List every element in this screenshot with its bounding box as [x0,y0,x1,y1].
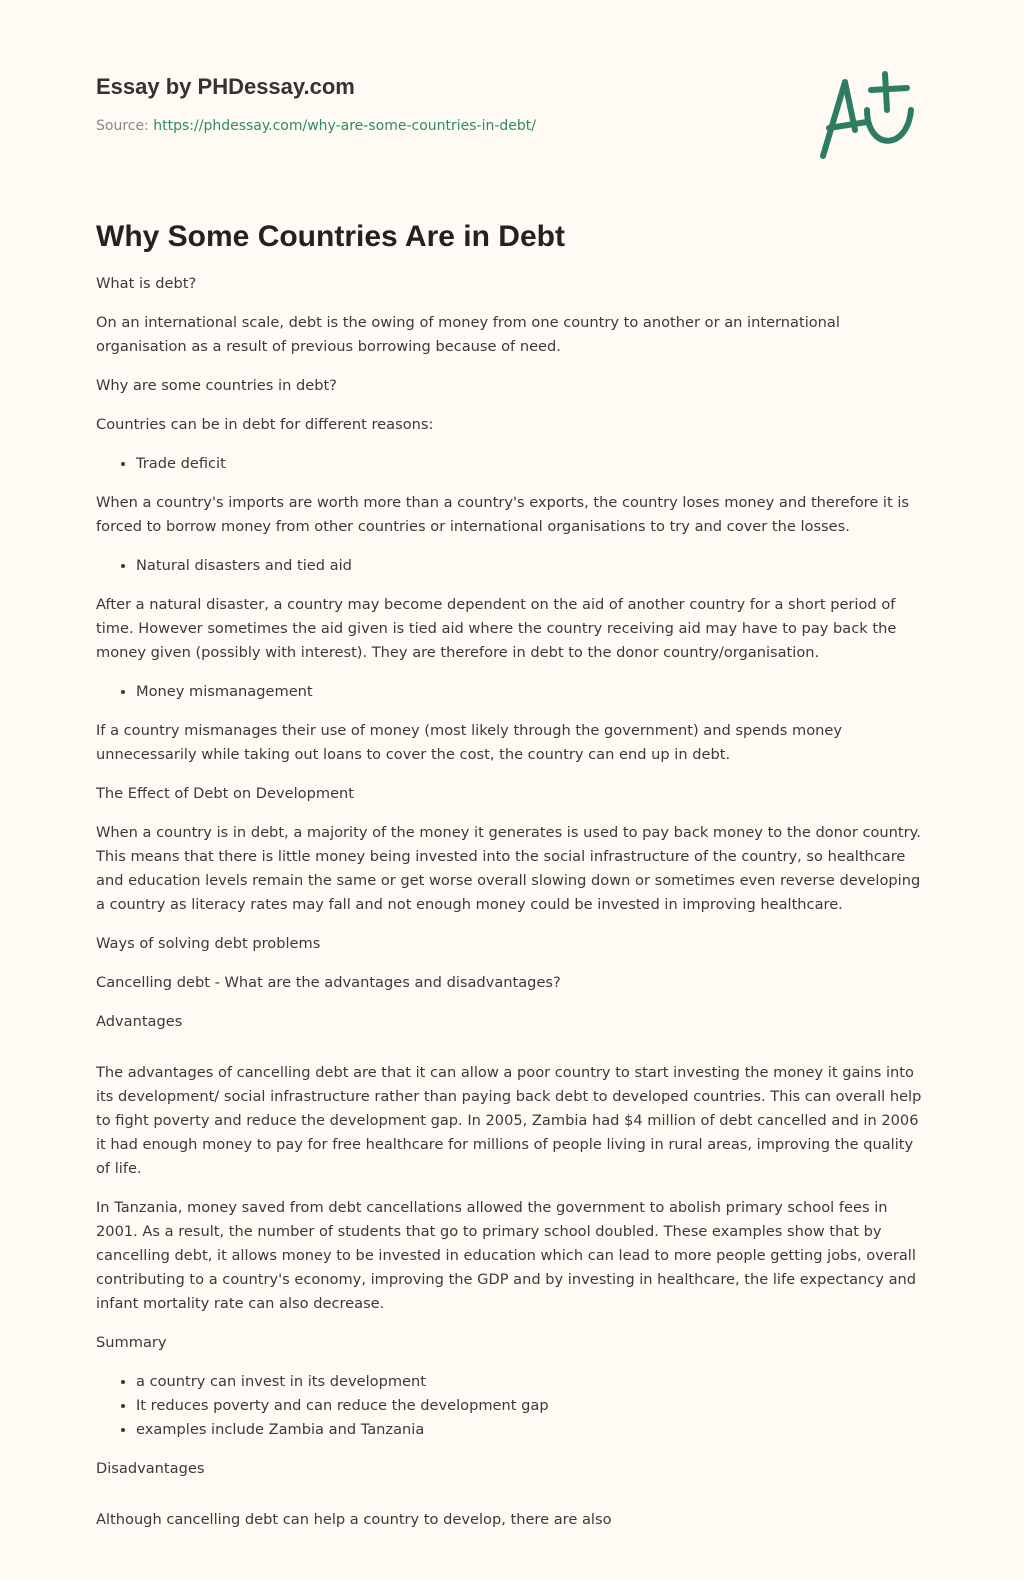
source-line [96,118,928,134]
paragraph: Why are some countries in debt? [96,377,337,394]
paragraph: On an international scale, debt is the owing of money from one country to another or an international organisation as a result of previous borrowing because of need. [96,314,840,355]
list-item: • Natural disasters and tied aid [136,554,928,578]
paragraph: Disadvantages [96,1460,205,1477]
list-item: • It reduces poverty and can reduce the development gap [136,1394,928,1418]
paragraph: After a natural disaster, a country may become dependent on the aid of another country for a short period of time. However sometimes the aid given is tied aid where the country receiving aid may have to pay back the money given (possibly with interest). They are therefore in debt to the donor country/organisation. [96,596,897,661]
list-item: • a country can invest in its development [136,1370,928,1394]
paragraph: The Effect of Debt on Development [96,785,355,802]
bullet-list [96,680,928,704]
article-body [96,272,928,1532]
paragraph: Summary [96,1334,167,1351]
paragraph: In Tanzania, money saved from debt cancellations allowed the government to abolish primary school fees in 2001. As a result, the number of students that go to primary school doubled. These examples show that by cancelling debt, it allows money to be invested in education which can lead to more people getting jobs, overall contributing to a country's economy, improving the GDP and by investing in healthcare, the life expectancy and infant mortality rate can also decrease. [96,1199,917,1312]
bullet-list [96,1370,928,1442]
paragraph: What is debt? [96,275,197,292]
article-title: Why Some Countries Are in Debt [96,220,565,253]
list-item: • examples include Zambia and Tanzania [136,1418,928,1442]
paragraph: Advantages [96,1013,183,1030]
source-label: Source: [96,118,149,134]
a-plus-logo-icon [815,70,925,165]
paragraph: Although cancelling debt can help a country to develop, there are also [96,1511,612,1528]
source-link[interactable]: https://phdessay.com/why-are-some-countries-in-debt/ [153,118,537,134]
paragraph: When a country's imports are worth more than a country's exports, the country loses money and therefore it is forced to borrow money from other countries or international organisations to try and cover the losses. [96,494,910,535]
paragraph: Ways of solving debt problems [96,935,321,952]
list-item: • Money mismanagement [136,680,928,704]
paragraph: The advantages of cancelling debt are that it can allow a poor country to start investing the money it gains into its development/ social infrastructure rather than paying back debt to developed countries. This can overall help to fight poverty and reduce the development gap. In 2005, Zambia had $4 million of debt cancelled and in 2006 it had enough money to pay for free healthcare for millions of people living in rural areas, improving the quality of life. [96,1064,922,1177]
brand-title: Essay by PHDessay.com [96,74,355,99]
bullet-list [96,554,928,578]
paragraph: When a country is in debt, a majority of the money it generates is used to pay back money to the donor country. This means that there is little money being invested into the social infrastructure of the country, so healthcare and education levels remain the same or get worse overall slowing down or sometimes even reverse developing a country as literacy rates may fall and not enough money could be invested in improving healthcare. [96,824,921,913]
paragraph: Cancelling debt - What are the advantages and disadvantages? [96,974,561,991]
paragraph: Countries can be in debt for different reasons: [96,416,434,433]
bullet-list [96,452,928,476]
list-item: • Trade deficit [136,452,928,476]
paragraph: If a country mismanages their use of money (most likely through the government) and spends money unnecessarily while taking out loans to cover the cost, the country can end up in debt. [96,722,843,763]
